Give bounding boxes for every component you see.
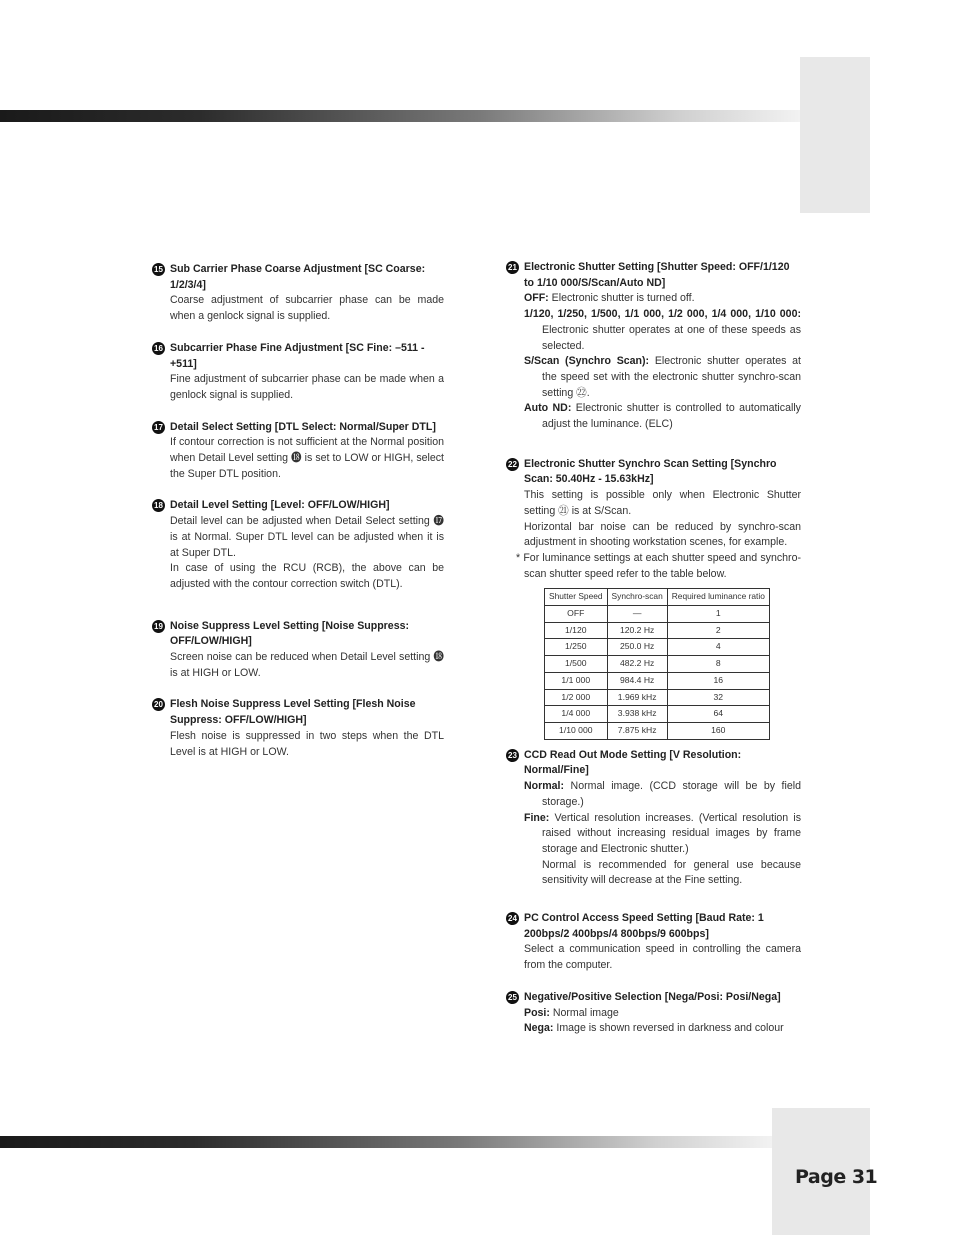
- section-17: [152, 420, 444, 483]
- section-number-16: 16: [152, 342, 165, 355]
- section-18: [152, 498, 444, 592]
- table-row: 1/500 482.2 Hz 8: [545, 656, 770, 673]
- section-body: Select a communication speed in controlling the camera from the computer.: [524, 943, 801, 972]
- section-body: This setting is possible only when Electronic Shutter setting ㉑ is at S/Scan.: [524, 489, 801, 517]
- table-row: 1/120 120.2 Hz 2: [545, 622, 770, 639]
- definition-shutter-speeds: 1/120, 1/250, 1/500, 1/1 000, 1/2 000, 1/4 000, 1/10 000: Electronic shutter operates at one of these speeds as selected.: [524, 308, 801, 352]
- top-side-tab: [800, 57, 870, 213]
- section-20: [152, 697, 444, 760]
- table-row: 1/4 000 3.938 kHz 64: [545, 706, 770, 723]
- top-gradient-bar: [0, 110, 800, 122]
- left-column: [152, 262, 444, 776]
- section-body: If contour correction is not sufficient at the Normal position when Detail Level setting ⓲ is set to LOW or HIGH, select the Super DTL position.: [170, 436, 444, 480]
- section-heading: Subcarrier Phase Fine Adjustment [SC Fine: –511 - +511]: [170, 341, 425, 370]
- section-number-19: 19: [152, 620, 165, 633]
- section-heading: CCD Read Out Mode Setting [V Resolution: Normal/Fine]: [524, 748, 742, 777]
- definition-nega: Nega: Image is shown reversed in darkness and colour: [524, 1022, 784, 1035]
- section-number-22: 22: [506, 458, 519, 471]
- section-number-18: 18: [152, 499, 165, 512]
- section-body: Normal is recommended for general use because sensitivity will decrease at the Fine setting.: [542, 858, 801, 887]
- section-19: [152, 619, 444, 682]
- section-25: [506, 990, 801, 1037]
- section-body-2: In case of using the RCU (RCB), the above can be adjusted with the contour correction switch (DTL).: [170, 562, 444, 590]
- section-number-25: 25: [506, 991, 519, 1004]
- table-row: 1/1 000 984.4 Hz 16: [545, 672, 770, 689]
- table-header-row: [545, 589, 770, 606]
- section-23: [506, 748, 801, 889]
- section-heading: Flesh Noise Suppress Level Setting [Flesh Noise Suppress: OFF/LOW/HIGH]: [170, 698, 416, 727]
- table-header: Required luminance ratio: [667, 589, 769, 606]
- section-number-24: 24: [506, 912, 519, 925]
- section-heading: Detail Select Setting [DTL Select: Normal/Super DTL]: [170, 420, 436, 433]
- definition-normal: Normal: Normal image. (CCD storage will be by field storage.): [524, 780, 801, 808]
- section-22: [506, 457, 801, 740]
- section-heading: Sub Carrier Phase Coarse Adjustment [SC Coarse: 1/2/3/4]: [170, 263, 426, 291]
- definition-off: OFF: Electronic shutter is turned off.: [524, 292, 695, 305]
- section-heading: Negative/Positive Selection [Nega/Posi: Posi/Nega]: [524, 990, 781, 1003]
- section-body-2: Horizontal bar noise can be reduced by synchro-scan adjustment in shooting workstation scenes, for example.: [524, 520, 801, 549]
- section-heading: Electronic Shutter Setting [Shutter Speed: OFF/1/120 to 1/10 000/S/Scan/Auto ND]: [524, 261, 790, 289]
- definition-fine: Fine: Vertical resolution increases. (Vertical resolution is raised without increasing residual images by frame storage and Electronic shutter.): [524, 811, 801, 855]
- right-column: [506, 260, 801, 1053]
- section-24: [506, 911, 801, 974]
- section-body: Coarse adjustment of subcarrier phase can be made when a genlock signal is supplied.: [170, 294, 444, 323]
- section-heading: Electronic Shutter Synchro Scan Setting [Synchro Scan: 50.40Hz - 15.63kHz]: [524, 457, 777, 486]
- section-body: Screen noise can be reduced when Detail Level setting ⓲ is at HIGH or LOW.: [170, 651, 444, 679]
- table-header: Shutter Speed: [545, 589, 608, 606]
- page-number: Page 31: [795, 1166, 878, 1188]
- table-note: * For luminance settings at each shutter speed and synchro-scan shutter speed refer to the table below.: [516, 551, 801, 580]
- definition-synchro-scan: S/Scan (Synchro Scan): Electronic shutter operates at the speed set with the electronic shutter synchro-scan setting ㉒.: [524, 355, 801, 399]
- table-row: OFF — 1: [545, 606, 770, 623]
- table-row: 1/10 000 7.875 kHz 160: [545, 722, 770, 739]
- section-number-23: 23: [506, 749, 519, 762]
- section-heading: Noise Suppress Level Setting [Noise Suppress: OFF/LOW/HIGH]: [170, 619, 410, 648]
- section-body: Fine adjustment of subcarrier phase can be made when a genlock signal is supplied.: [170, 373, 444, 401]
- table-header: Synchro-scan: [607, 589, 667, 606]
- section-15: [152, 262, 444, 325]
- definition-posi: Posi: Normal image: [524, 1006, 619, 1019]
- section-body: Detail level can be adjusted when Detail Select setting ⓱ is at Normal. Super DTL level can be adjusted when it is at Super DTL.: [170, 515, 444, 559]
- section-number-17: 17: [152, 421, 165, 434]
- section-number-15: 15: [152, 263, 165, 276]
- section-body: Flesh noise is suppressed in two steps when the DTL Level is at HIGH or LOW.: [170, 729, 444, 758]
- definition-auto-nd: Auto ND: Electronic shutter is controlled to automatically adjust the luminance. (ELC): [524, 402, 801, 431]
- table-row: 1/250 250.0 Hz 4: [545, 639, 770, 656]
- section-number-21: 21: [506, 261, 519, 274]
- table-row: 1/2 000 1.969 kHz 32: [545, 689, 770, 706]
- section-number-20: 20: [152, 698, 165, 711]
- bottom-gradient-bar: [0, 1136, 772, 1148]
- section-heading: PC Control Access Speed Setting [Baud Rate: 1 200bps/2 400bps/4 800bps/9 600bps]: [524, 912, 764, 940]
- section-heading: Detail Level Setting [Level: OFF/LOW/HIGH]: [170, 499, 390, 512]
- section-16: [152, 341, 444, 404]
- shutter-luminance-table: [544, 588, 770, 739]
- section-21: [506, 260, 801, 433]
